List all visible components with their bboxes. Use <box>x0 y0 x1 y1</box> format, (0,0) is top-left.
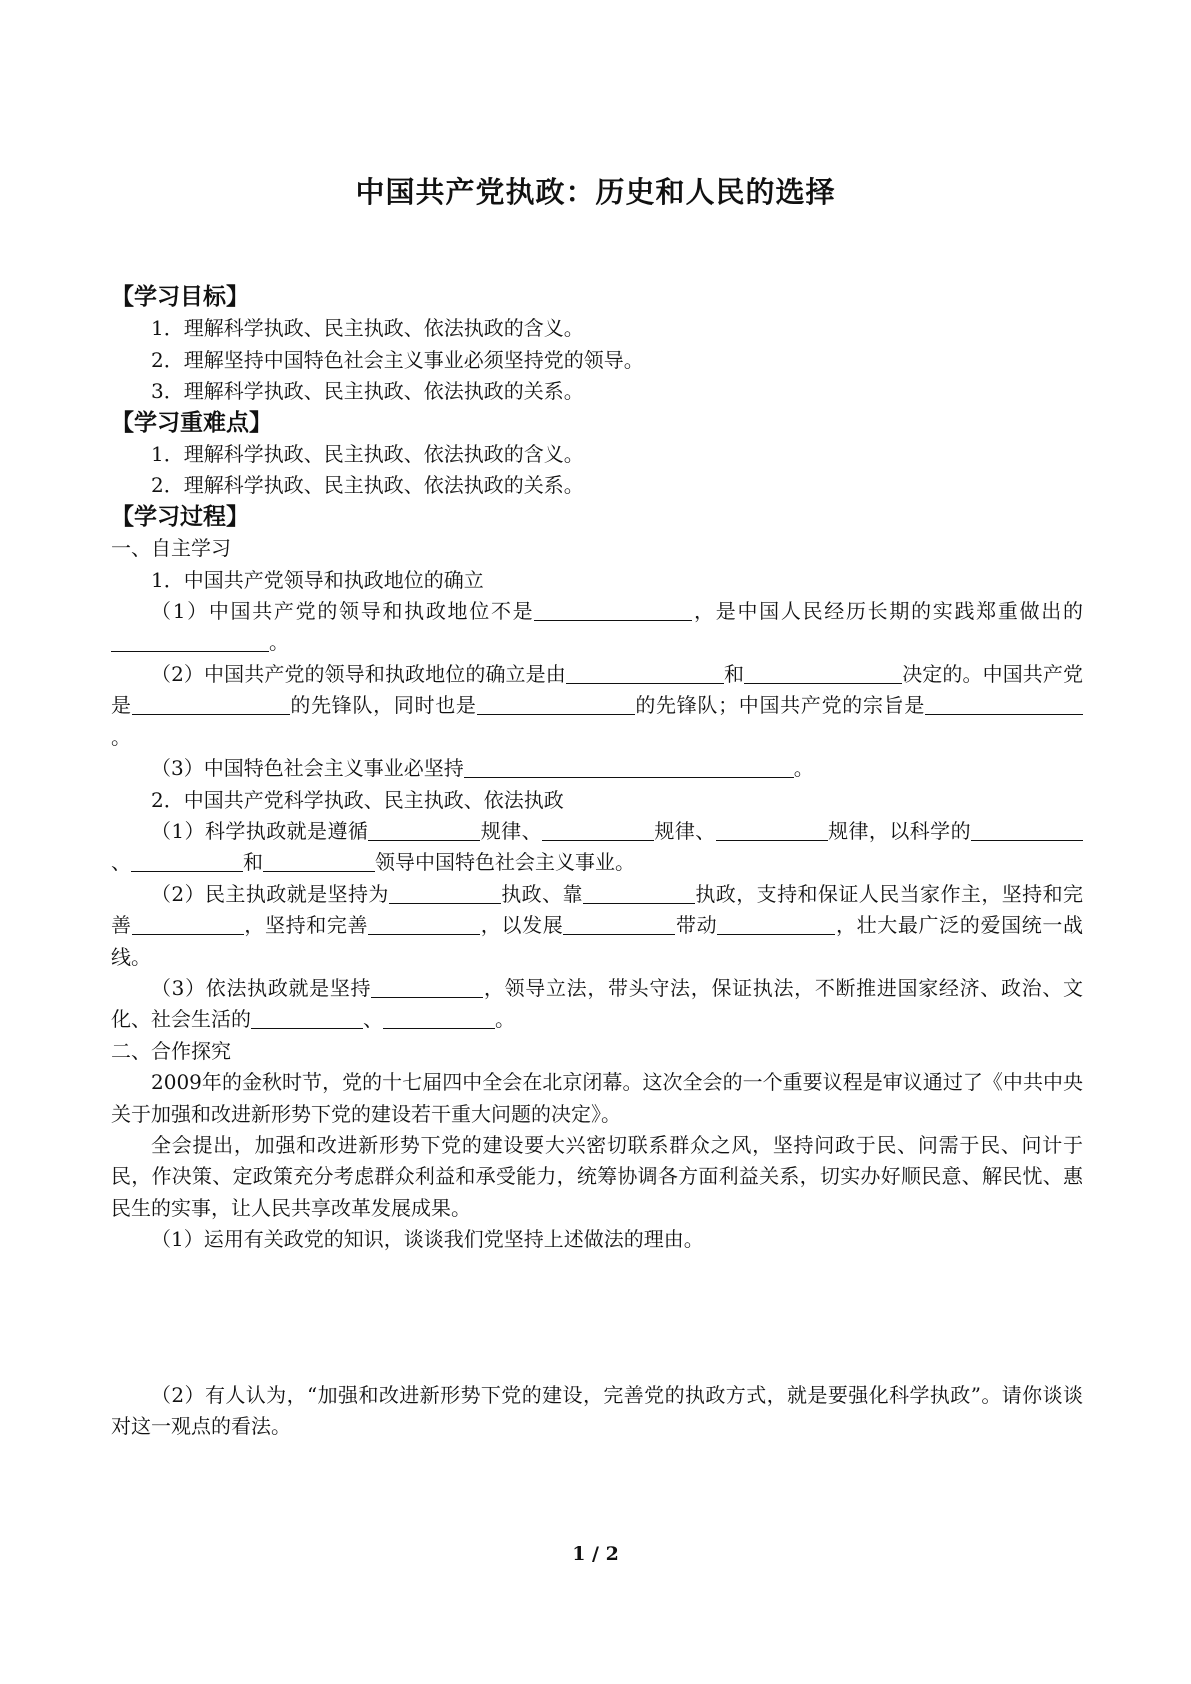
question-text: 、 <box>363 1007 383 1032</box>
material-paragraph: 全会提出，加强和改进新形势下党的建设要大兴密切联系群众之风，坚持问政于民、问需于民、问计于民，作决策、定政策充分考虑群众利益和承受能力，统筹协调各方面利益关系，切实办好顺民意、解民忧、惠民生的实事，让人民共享改革发展成果。 <box>111 1132 1083 1220</box>
question-text: 规律、 <box>654 818 716 843</box>
question-text: 的先锋队；中国共产党的宗旨是 <box>634 693 926 718</box>
fill-blank[interactable] <box>251 1008 363 1029</box>
democratic-governance-question <box>111 879 1083 973</box>
question-2 <box>111 659 1083 753</box>
science-governance-question <box>111 816 1083 879</box>
goal-item: 3．理解科学执政、民主执政、依法执政的关系。 <box>151 379 584 404</box>
fill-blank[interactable] <box>583 883 695 904</box>
keypoint-item: 2．理解科学执政、民主执政、依法执政的关系。 <box>151 473 584 498</box>
question-text: 和 <box>723 661 745 686</box>
subsection-title: 2．中国共产党科学执政、民主执政、依法执政 <box>151 787 564 812</box>
process-heading: 【学习过程】 <box>111 503 249 530</box>
question-text: ，领导立法，带头守法，保证执法，不断推进国家经济、政治、文化、社会生活的 <box>111 975 1084 1032</box>
fill-blank[interactable] <box>368 914 480 935</box>
legal-governance-question <box>111 973 1083 1036</box>
question-text: 。 <box>111 724 131 749</box>
question-text: 的先锋队，同时也是 <box>289 693 477 718</box>
fill-blank[interactable] <box>971 820 1083 841</box>
question-text: 。 <box>269 630 289 655</box>
fill-blank[interactable] <box>131 851 243 872</box>
question-1 <box>111 596 1083 659</box>
fill-blank[interactable] <box>464 757 794 778</box>
fill-blank[interactable] <box>371 977 483 998</box>
question-text: 规律，以科学的 <box>827 818 972 843</box>
self-study-title: 一、自主学习 <box>111 536 231 561</box>
question-text: ，以发展 <box>480 913 564 938</box>
question-text: （3）中国特色社会主义事业必坚持 <box>151 756 464 781</box>
fill-blank[interactable] <box>716 820 828 841</box>
question-text: 领导中国特色社会主义事业。 <box>375 850 635 875</box>
question-text: 、 <box>111 850 131 875</box>
question-text: ，壮大最广泛的爱国统一战线。 <box>111 913 1084 969</box>
goal-item: 2．理解坚持中国特色社会主义事业必须坚持党的领导。 <box>151 347 644 372</box>
question-text: （2）中国共产党的领导和执政地位的确立是由 <box>151 661 566 686</box>
fill-blank[interactable] <box>263 851 375 872</box>
goals-heading: 【学习目标】 <box>111 284 249 310</box>
fill-blank[interactable] <box>717 914 805 935</box>
answer-space[interactable] <box>111 1256 1083 1380</box>
fill-blank[interactable] <box>477 694 635 715</box>
subsection-title: 1．中国共产党领导和执政地位的确立 <box>151 567 484 592</box>
keypoint-item: 1．理解科学执政、民主执政、依法执政的含义。 <box>151 442 584 467</box>
question-text: 规律、 <box>480 818 542 843</box>
fill-blank[interactable] <box>563 914 675 935</box>
fill-blank[interactable] <box>534 600 692 621</box>
question-text: ，坚持和完善 <box>243 913 369 938</box>
question-text: （1）中国共产党的领导和执政地位不是 <box>151 599 535 624</box>
fill-blank[interactable] <box>111 631 269 652</box>
question-text: （3）依法执政就是坚持 <box>151 975 372 1000</box>
page-title: 中国共产党执政：历史和人民的选择 <box>355 175 836 209</box>
question-text: 执政、靠 <box>500 881 583 906</box>
question-3 <box>111 753 1083 784</box>
question-text: 。 <box>793 756 814 781</box>
question-text: 决定的。中国共产党是 <box>111 661 1084 718</box>
fill-blank[interactable] <box>542 820 654 841</box>
fill-blank[interactable] <box>132 914 244 935</box>
document-body <box>111 282 1083 1442</box>
fill-blank[interactable] <box>925 694 1083 715</box>
question-text: 执政，支持和保证人民当家作主，坚持和完善 <box>111 881 1084 938</box>
question-text: 带动 <box>675 913 718 938</box>
inquiry-question-1: （1）运用有关政党的知识，谈谈我们党坚持上述做法的理由。 <box>151 1227 704 1252</box>
question-text: 和 <box>243 850 263 875</box>
question-text: （2）民主执政就是坚持为 <box>151 881 389 906</box>
fill-blank[interactable] <box>132 694 290 715</box>
goal-item: 1．理解科学执政、民主执政、依法执政的含义。 <box>151 316 584 341</box>
material-paragraph: 2009年的金秋时节，党的十七届四中全会在北京闭幕。这次全会的一个重要议程是审议通过了《中共中央关于加强和改进新形势下党的建设若干重大问题的决定》。 <box>111 1070 1083 1126</box>
keypoints-heading: 【学习重难点】 <box>111 409 272 436</box>
page-number: 1 / 2 <box>572 1543 619 1565</box>
fill-blank[interactable] <box>744 663 902 684</box>
cooperative-inquiry-title: 二、合作探究 <box>111 1038 231 1063</box>
inquiry-question-2: （2）有人认为，“加强和改进新形势下党的建设，完善党的执政方式，就是要强化科学执政”。请你谈谈对这一观点的看法。 <box>111 1382 1083 1438</box>
question-text: 。 <box>495 1007 515 1032</box>
question-text: （1）科学执政就是遵循 <box>151 818 369 843</box>
fill-blank[interactable] <box>383 1008 495 1029</box>
fill-blank[interactable] <box>368 820 480 841</box>
fill-blank[interactable] <box>389 883 501 904</box>
question-text: ，是中国人民经历长期的实践郑重做出的 <box>692 599 1083 624</box>
fill-blank-continued[interactable] <box>805 914 835 935</box>
fill-blank[interactable] <box>566 663 724 684</box>
